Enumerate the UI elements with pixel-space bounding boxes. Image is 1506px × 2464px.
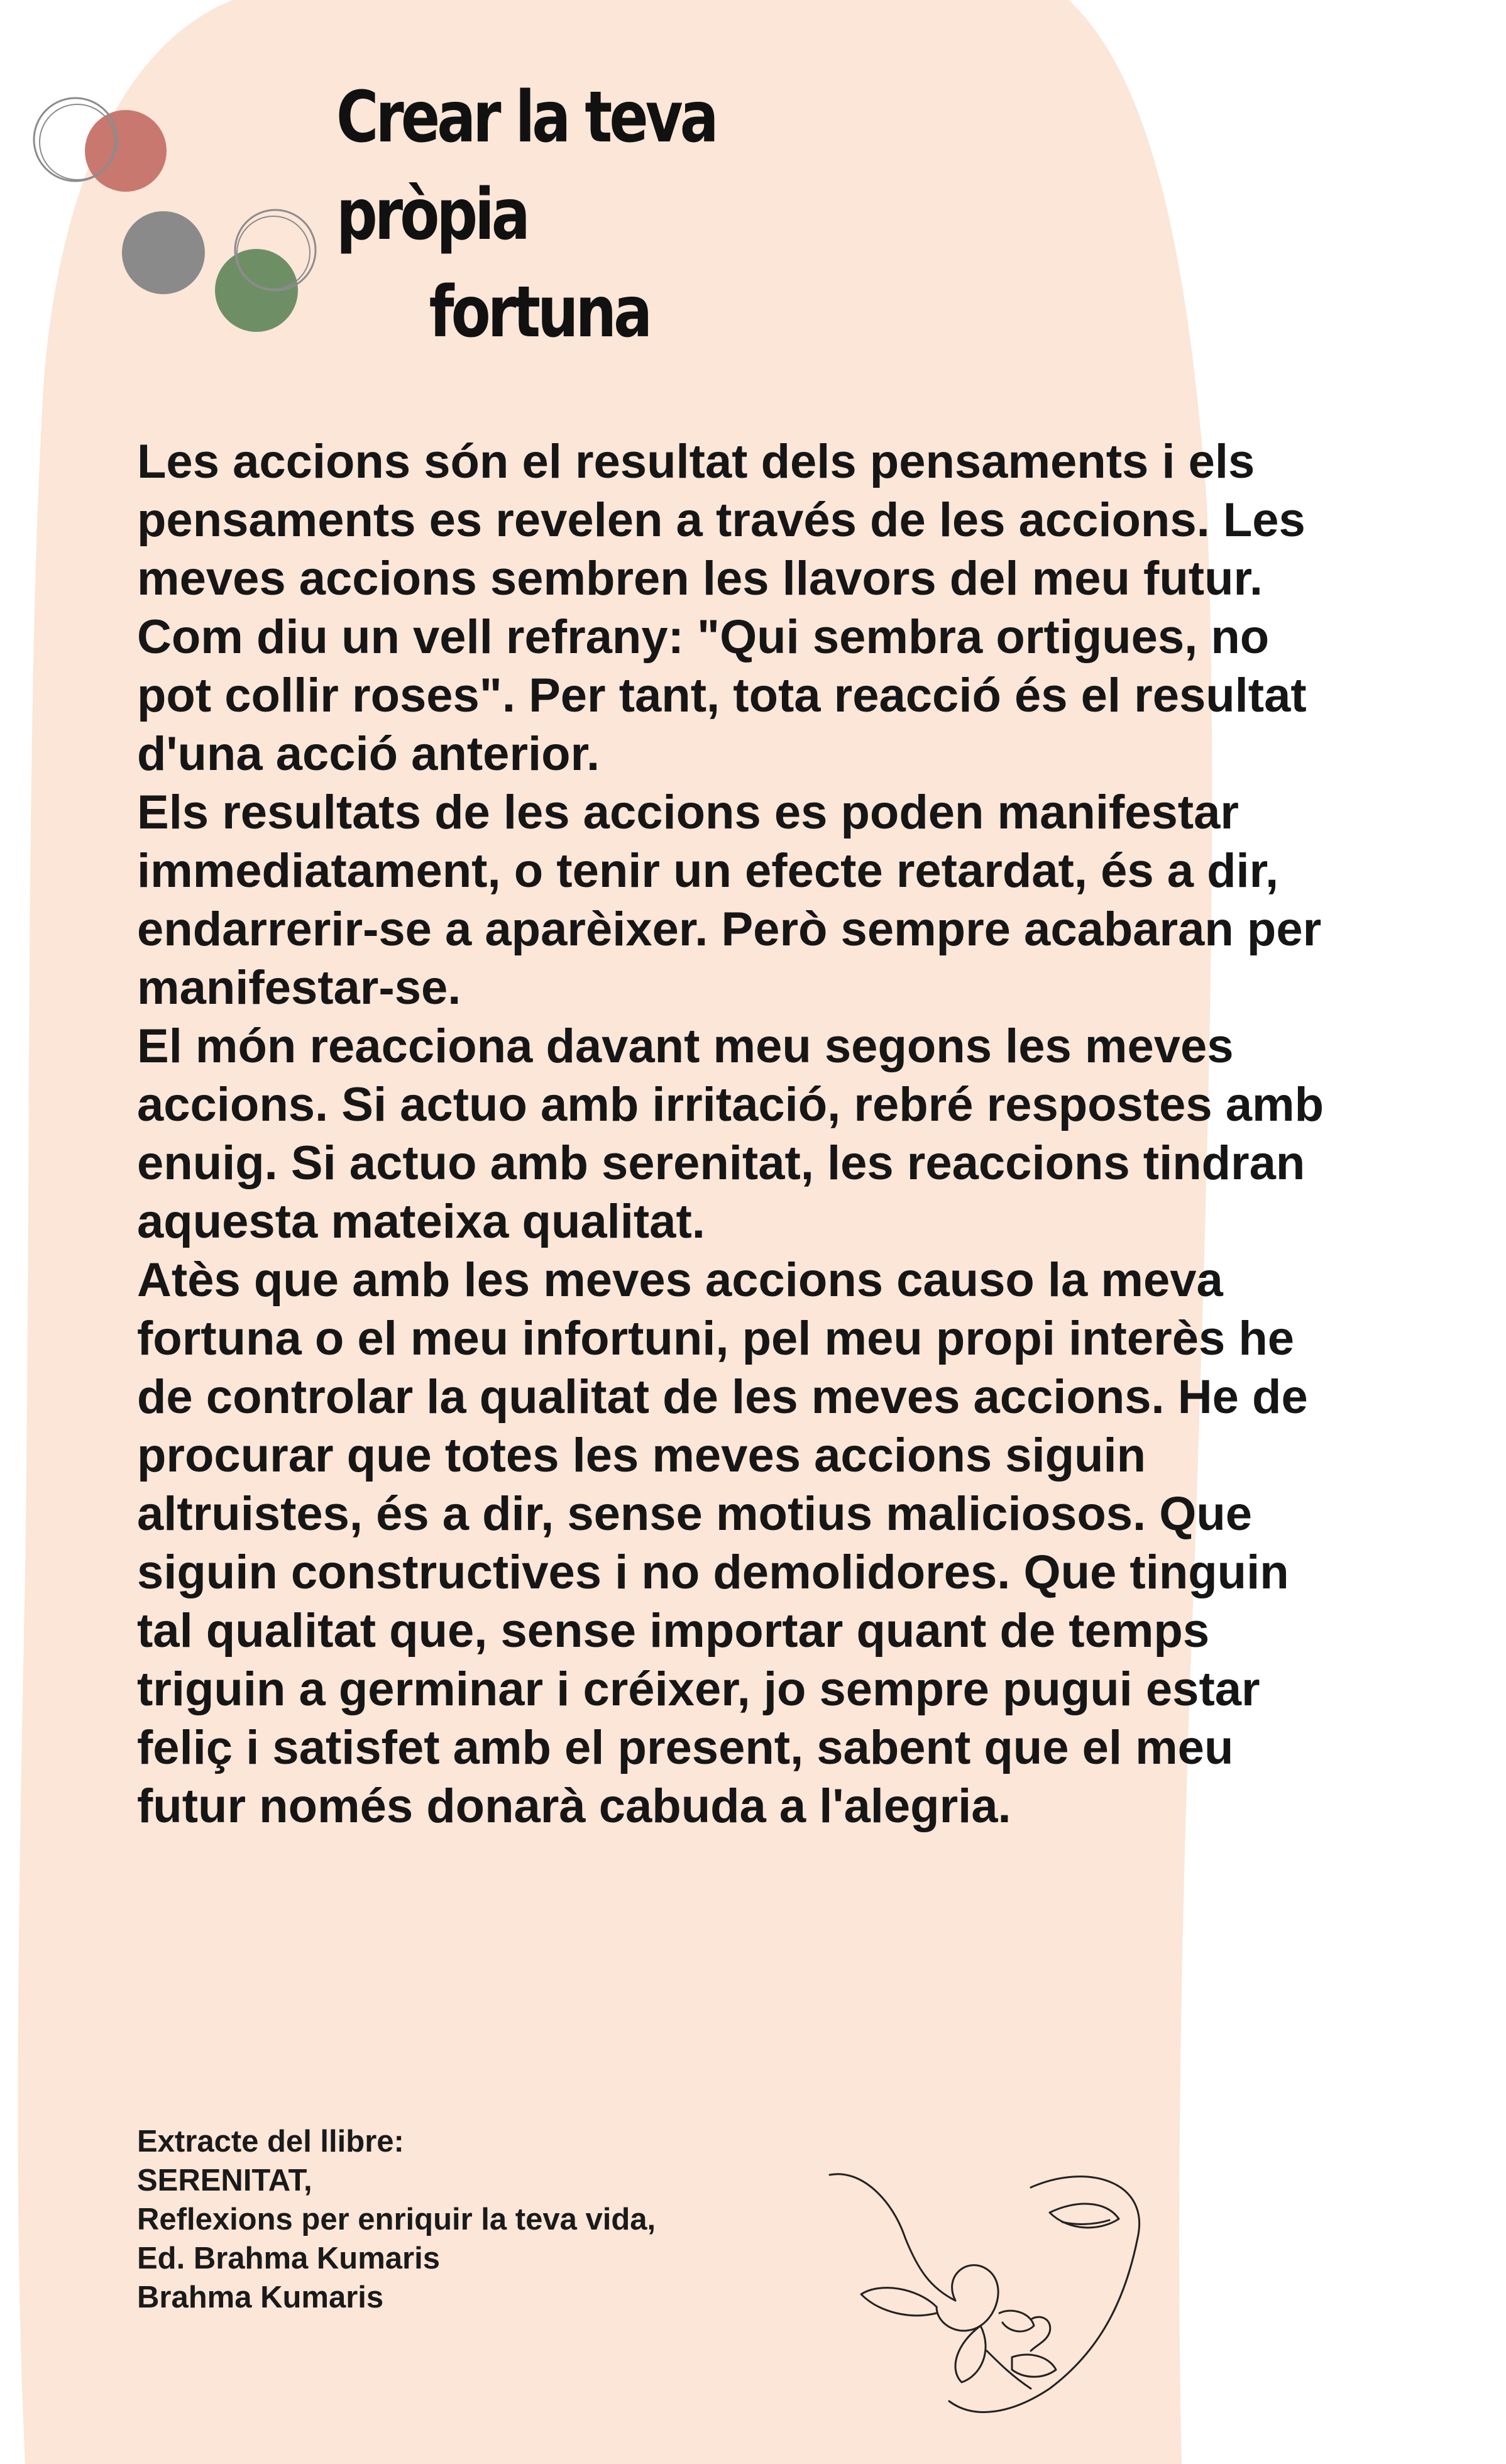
credits-line: Brahma Kumaris bbox=[137, 2280, 384, 2314]
paragraph: Els resultats de les accions es poden manifestar immediatament, o tenir un efecte retardat, és a dir, endarrerir-se a aparèixer. Però sempre acabaran per manifestar-se. bbox=[137, 786, 1322, 1015]
title-line-2: pròpia bbox=[336, 174, 527, 256]
line-art-face-icon bbox=[823, 2162, 1163, 2426]
credits-line: Extracte del llibre: bbox=[137, 2125, 404, 2159]
book-credits bbox=[137, 2122, 656, 2317]
circles-decoration-icon bbox=[25, 88, 327, 352]
title-line-3: fortuna bbox=[429, 272, 650, 353]
paragraph: Les accions són el resultat dels pensaments i els pensaments es revelen a través de les accions. Les meves accions sembren les llavors del meu futur. Com diu un vell refrany: "Qui sembra ortigues, no pot collir roses". Per tant, tota reacció és el resultat d'una acció anterior. bbox=[137, 435, 1307, 781]
credits-line: Reflexions per enriquir la teva vida, bbox=[137, 2203, 656, 2236]
page-title bbox=[336, 69, 716, 361]
paragraph: El món reacciona davant meu segons les meves accions. Si actuo amb irritació, rebré respostes amb enuig. Si actuo amb serenitat, les reaccions tindran aquesta mateixa qualitat. bbox=[137, 1020, 1324, 1248]
paragraph: Atès que amb les meves accions causo la meva fortuna o el meu infortuni, pel meu propi interès he de controlar la qualitat de les meves accions. He de procurar que totes les meves accions siguin altruistes, és a dir, sense motius maliciosos. Que siguin constructives i no demolidores. Que tinguin tal qualitat que, sense importar quant de temps triguin a germinar i créixer, jo sempre pugui estar feliç i satisfet amb el present, sabent que el meu futur només donarà cabuda a l'alegria. bbox=[137, 1253, 1308, 1833]
body-text bbox=[137, 432, 1344, 1835]
credits-line: SERENITAT, bbox=[137, 2164, 312, 2197]
credits-line: Ed. Brahma Kumaris bbox=[137, 2241, 440, 2275]
title-line-1: Crear la teva bbox=[336, 77, 716, 158]
